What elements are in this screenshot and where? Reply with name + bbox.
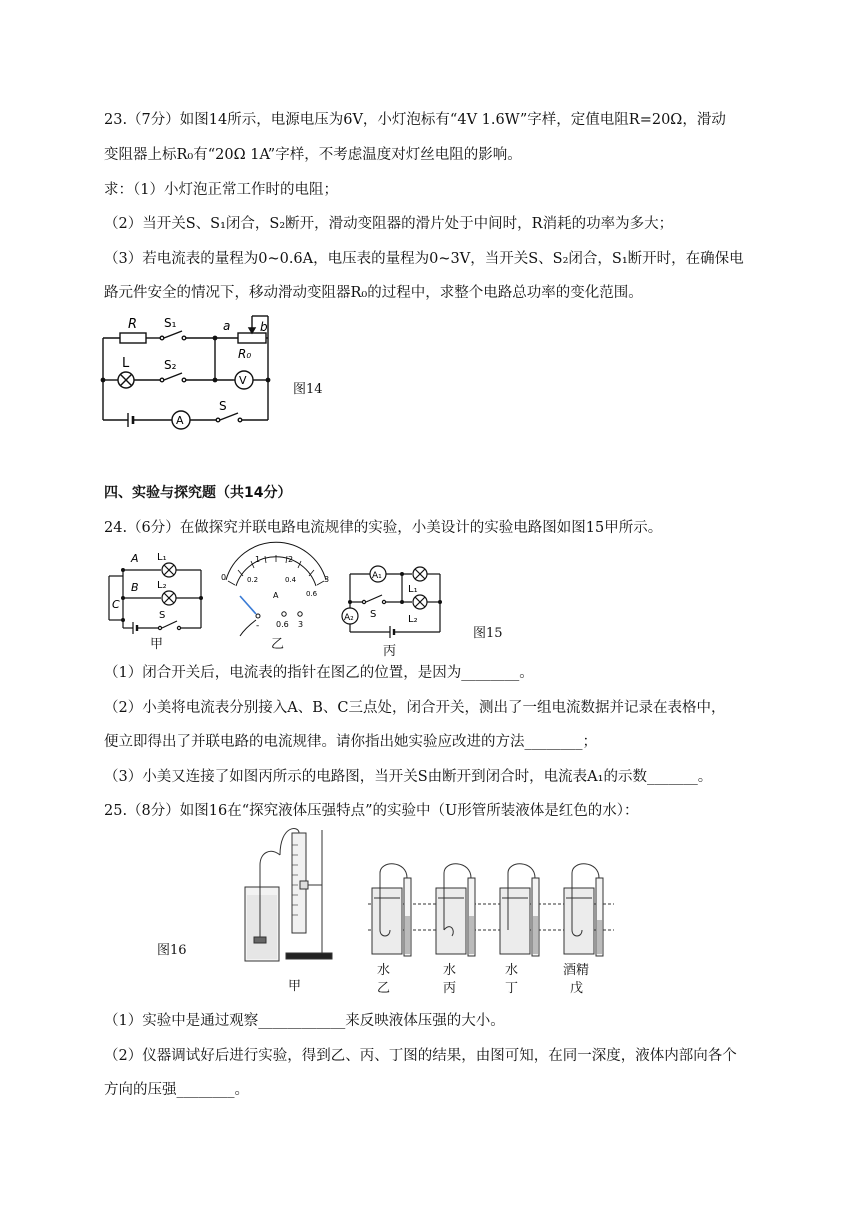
voltmeter-symbol: V	[239, 374, 247, 387]
q25-sub-1: （1）实验中是通过观察____________来反映液体压强的大小。	[104, 1013, 505, 1029]
figure-14-label: 图14	[293, 382, 323, 397]
figure-16-wu-label: 戊	[570, 981, 584, 996]
q24-sub-1: （1）闭合开关后，电流表的指针在图乙的位置，是因为________。	[104, 665, 534, 681]
q23-line-4: （2）当开关S、S₁闭合，S₂断开，滑动变阻器的滑片处于中间时，R消耗的功率为多大；	[104, 216, 674, 232]
label-L: L	[122, 356, 130, 371]
label-point-B: B	[131, 581, 139, 594]
label-S1: S₁	[164, 316, 177, 330]
label-S2: S₂	[164, 358, 177, 372]
label-a: a	[223, 319, 231, 333]
q23-line-1: 23.（7分）如图14所示，电源电压为6V，小灯泡标有“4V 1.6W”字样，定值电阻R=20Ω，滑动	[104, 112, 726, 128]
meter-unit-A: A	[273, 591, 279, 600]
ammeter-A2-symbol: A₂	[344, 613, 354, 623]
figure-14-circuit	[98, 312, 278, 432]
q25-sub-2b: 方向的压强________。	[104, 1082, 249, 1098]
label-point-A: A	[131, 552, 139, 565]
figure-16-yi-label: 乙	[377, 981, 391, 996]
label-point-C: C	[112, 598, 120, 611]
label-L1: L₁	[157, 552, 167, 563]
q25-sub-2a: （2）仪器调试好后进行实验，得到乙、丙、丁图的结果，由图可知，在同一深度，液体内部向各个	[104, 1048, 737, 1064]
section-4-title: 四、实验与探究题（共14分）	[104, 485, 292, 501]
figure-16-ding-label: 丁	[505, 981, 519, 996]
label-b: b	[260, 320, 268, 334]
label-bing-L2: L₂	[408, 614, 418, 625]
q24-sub-2a: （2）小美将电流表分别接入A、B、C三点处，闭合开关，测出了一组电流数据并记录在表格中，	[104, 700, 726, 716]
label-switch-S: S	[159, 610, 166, 621]
terminal-negative: -	[256, 621, 260, 631]
figure-16-ding-liquid: 水	[505, 963, 519, 978]
figure-16-beakers	[366, 868, 616, 968]
figure-15-bing-circuit	[336, 562, 446, 642]
q24-sub-3: （3）小美又连接了如图丙所示的电路图，当开关S由断开到闭合时，电流表A₁的示数_______。	[104, 769, 713, 785]
scale-06-bottom: 0.6	[306, 590, 318, 598]
q24-sub-2b: 便立即得出了并联电路的电流规律。请你指出她实验应改进的方法________；	[104, 734, 597, 750]
figure-16-jia-label: 甲	[288, 979, 302, 994]
figure-16-jia-apparatus	[240, 825, 340, 970]
scale-2-top: 2	[288, 555, 294, 564]
label-bing-S: S	[370, 609, 377, 620]
figure-15-jia-circuit	[103, 548, 208, 643]
figure-16-label: 图16	[157, 943, 187, 958]
label-L2: L₂	[157, 580, 167, 591]
label-S: S	[219, 399, 227, 413]
ammeter-A1-symbol: A₁	[372, 571, 382, 581]
ammeter-symbol: A	[176, 414, 184, 427]
figure-16-wu-liquid: 酒精	[563, 963, 590, 978]
scale-02-bottom: 0.2	[247, 576, 259, 584]
q23-line-5: （3）若电流表的量程为0~0.6A，电压表的量程为0~3V，当开关S、S₂闭合，S₁断开时，在确保电	[104, 251, 744, 267]
figure-16-bing-label: 丙	[443, 981, 457, 996]
figure-15-yi-ammeter	[218, 550, 338, 638]
q23-line-2: 变阻器上标R₀有“20Ω 1A”字样，不考虑温度对灯丝电阻的影响。	[104, 147, 522, 163]
figure-15-label: 图15	[473, 626, 503, 641]
terminal-06: 0.6	[276, 620, 289, 629]
figure-16-bing-liquid: 水	[443, 963, 457, 978]
label-bing-L1: L₁	[408, 584, 418, 595]
scale-1-top: 1	[255, 555, 261, 564]
scale-0-top: 0	[221, 573, 227, 582]
q23-line-6: 路元件安全的情况下，移动滑动变阻器R₀的过程中，求整个电路总功率的变化范围。	[104, 285, 643, 301]
scale-04-bottom: 0.4	[285, 576, 297, 584]
q25-line-1: 25.（8分）如图16在“探究液体压强特点”的实验中（U形管所装液体是红色的水）：	[104, 803, 639, 819]
figure-16-yi-liquid: 水	[377, 963, 391, 978]
figure-15-bing-label: 丙	[383, 644, 397, 659]
label-R: R	[128, 317, 138, 332]
label-R0: R₀	[238, 347, 252, 361]
scale-3-top: 3	[324, 575, 330, 584]
figure-15-yi-label: 乙	[271, 637, 285, 652]
terminal-3: 3	[298, 620, 304, 629]
figure-15-jia-label: 甲	[150, 637, 164, 652]
q23-line-3: 求：（1）小灯泡正常工作时的电阻；	[104, 182, 338, 198]
q24-line-1: 24.（6分）在做探究并联电路电流规律的实验，小美设计的实验电路图如图15甲所示。	[104, 520, 663, 536]
